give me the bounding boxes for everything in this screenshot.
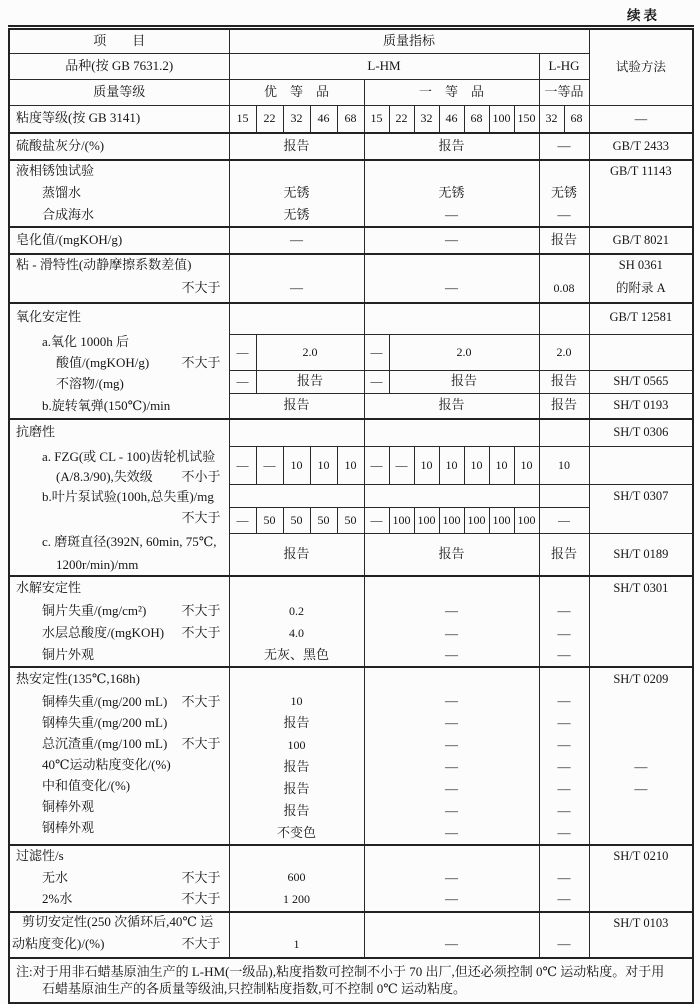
- antiwear-vane-limit: 不大于: [181, 510, 221, 526]
- shear-spacer-g: [539, 912, 589, 933]
- oxidation-acid-method: [589, 335, 693, 370]
- shear-lhg: —: [539, 932, 589, 957]
- filterability-1-lhg: —: [539, 889, 589, 912]
- antiwear-fzg-cond: (A/8.3/90),失效级: [56, 469, 153, 485]
- hydrolytic-2-lhg: —: [539, 645, 589, 666]
- vane-f-46: 100: [439, 508, 464, 534]
- shear-line1: 剪切安定性(250 次循环后,40℃ 运: [22, 914, 214, 930]
- thermal-4-first: —: [364, 779, 539, 801]
- header-test-method: 试验方法: [589, 28, 693, 106]
- rust-distilled-first: 无锈: [364, 182, 539, 205]
- thermal-5-premium: 报告: [229, 801, 364, 823]
- thermal-6-lhg: —: [539, 823, 589, 845]
- rust-label: 液相锈蚀试验: [16, 163, 95, 179]
- oxidation-spacer-g: [539, 303, 589, 335]
- oxidation-rbot-method: SH/T 0193: [589, 393, 693, 418]
- hydrolytic-row1-label: 水层总酸度/(mgKOH): [42, 625, 165, 641]
- oxidation-section-row: [9, 303, 693, 335]
- rust-method: GB/T 11143: [589, 160, 693, 183]
- sulfated-ash-lhg: —: [539, 133, 589, 160]
- antiwear-spacer-p: [229, 419, 364, 447]
- header-grade-lhg: 一等品: [539, 80, 589, 106]
- shear-item-cell: [9, 912, 229, 958]
- vane-spacer-f: [364, 485, 539, 508]
- hydrolytic-row0-limit: 不大于: [181, 603, 221, 619]
- hydrolytic-spacer-g: [539, 576, 589, 601]
- stickslip-lhg: 0.08: [539, 275, 589, 302]
- oxidation-acid-premium: 2.0: [256, 335, 364, 370]
- shear-method: SH/T 0103: [589, 912, 693, 933]
- oxidation-insoluble-premium: 报告: [256, 370, 364, 393]
- filterability-spacer-p: [229, 845, 364, 868]
- vane-spacer-g: [539, 485, 589, 508]
- hydrolytic-2-first: —: [364, 645, 539, 666]
- visc-g-32: 32: [539, 106, 564, 133]
- hydrolytic-row2-label: 铜片外观: [42, 646, 95, 662]
- thermal-2-premium: 100: [229, 735, 364, 757]
- fzg-p-22: —: [256, 447, 283, 485]
- oxidation-insoluble-first: 报告: [389, 370, 539, 393]
- hydrolytic-2-method: [589, 645, 693, 666]
- antiwear-wearscar-line1: c. 磨斑直径(392N, 60min, 75℃,: [42, 533, 217, 549]
- thermal-row0-limit: 不大于: [181, 693, 221, 709]
- thermal-1-premium: 报告: [229, 713, 364, 735]
- saponification-method: GB/T 8021: [589, 227, 693, 254]
- antiwear-fzg-line2: [10, 469, 229, 487]
- thermal-4-lhg: —: [539, 779, 589, 801]
- fzg-p-32: 10: [283, 447, 310, 485]
- visc-p-68: 68: [337, 106, 364, 133]
- rust-spacer-p: [229, 160, 364, 183]
- shear-spacer-p: [229, 912, 364, 933]
- fzg-p-15: —: [229, 447, 256, 485]
- visc-f-46: 46: [439, 106, 464, 133]
- antiwear-vane-line1: b.叶片泵试验(100h,总失重)/mg: [42, 489, 214, 505]
- oxidation-rbot-label: b.旋转氧弹(150℃)/min: [42, 398, 171, 414]
- vane-f-32: 100: [414, 508, 439, 534]
- thermal-section-row: [9, 667, 693, 691]
- saponification-first: —: [364, 227, 539, 254]
- filterability-row1-limit: 不大于: [181, 891, 221, 907]
- oxidation-insoluble-f15: —: [364, 370, 389, 393]
- antiwear-spacer-f: [364, 419, 539, 447]
- thermal-row2-label: 总沉渣重/(mg/100 mL): [42, 735, 168, 751]
- viscosity-grade-label: 粘度等级(按 GB 3141): [9, 106, 229, 133]
- hydrolytic-spacer-f: [364, 576, 539, 601]
- stickslip-section-row: [9, 254, 693, 276]
- continued-table-label: 续表: [627, 8, 660, 23]
- filterability-row0-label-line: [10, 868, 229, 889]
- header-grade-first: 一 等 品: [364, 80, 539, 106]
- shear-spacer-f: [364, 912, 539, 933]
- stickslip-spacer-p: [229, 254, 364, 276]
- vane-p-22: 50: [256, 508, 283, 534]
- shear-line2-label: 动粘度变化)/(%): [12, 936, 105, 952]
- hydrolytic-row0-label: 铜片失重/(mg/cm²): [42, 603, 147, 619]
- wearscar-lhg: 报告: [539, 534, 589, 576]
- vane-f-100: 100: [489, 508, 514, 534]
- rust-section-row: [9, 160, 693, 183]
- filterability-1-first: —: [364, 889, 539, 912]
- thermal-1-lhg: —: [539, 713, 589, 735]
- filterability-label: 过滤性/s: [16, 848, 64, 864]
- thermal-6-first: —: [364, 823, 539, 845]
- vane-p-46: 50: [310, 508, 337, 534]
- thermal-0-lhg: —: [539, 691, 589, 713]
- visc-f-100: 100: [489, 106, 514, 133]
- thermal-method: SH/T 0209: [589, 667, 693, 691]
- oxidation-rbot-premium: 报告: [229, 393, 364, 418]
- thermal-3-lhg: —: [539, 757, 589, 779]
- oxidation-acid-label: 酸值/(mgKOH/g): [56, 354, 150, 370]
- spec-table: [8, 25, 694, 1004]
- oxidation-acid-label-line: [10, 353, 229, 374]
- stickslip-label: 粘 - 滑特性(动静摩擦系数差值): [16, 256, 192, 272]
- oxidation-rbot-lhg: 报告: [539, 393, 589, 418]
- hydrolytic-row0-label-line: [10, 601, 229, 623]
- visc-f-150: 150: [514, 106, 539, 133]
- filterability-0-premium: 600: [229, 867, 364, 889]
- thermal-row6-label: 钢棒外观: [42, 819, 95, 835]
- antiwear-method: SH/T 0306: [589, 419, 693, 447]
- stickslip-first: —: [364, 275, 539, 302]
- rust-distilled-method: [589, 182, 693, 205]
- note-row: [9, 958, 693, 1003]
- filterability-0-lhg: —: [539, 867, 589, 889]
- thermal-5-lhg: —: [539, 801, 589, 823]
- thermal-3-premium: 报告: [229, 757, 364, 779]
- oxidation-insoluble-method: SH/T 0565: [589, 370, 693, 393]
- vane-p-32: 50: [283, 508, 310, 534]
- filterability-row0-limit: 不大于: [181, 869, 221, 885]
- visc-method: —: [589, 106, 693, 133]
- filterability-0-method: [589, 867, 693, 889]
- rust-spacer-g: [539, 160, 589, 183]
- vane-p-68: 50: [337, 508, 364, 534]
- saponification-row: [9, 227, 693, 254]
- visc-p-15: 15: [229, 106, 256, 133]
- thermal-0-method: [589, 691, 693, 713]
- oxidation-spacer-p: [229, 303, 364, 335]
- header-lhm: L-HM: [229, 54, 539, 80]
- hydrolytic-0-lhg: —: [539, 601, 589, 623]
- thermal-item-cell: [9, 667, 229, 845]
- visc-f-15: 15: [364, 106, 389, 133]
- hydrolytic-0-premium: 0.2: [229, 601, 364, 623]
- thermal-label: 热安定性(135℃,168h): [16, 671, 140, 687]
- filterability-row1-label: 2%水: [42, 891, 73, 907]
- hydrolytic-1-first: —: [364, 623, 539, 645]
- header-grade-premium: 优 等 品: [229, 80, 364, 106]
- hydrolytic-0-first: —: [364, 601, 539, 623]
- header-row-item: [9, 28, 693, 54]
- filterability-spacer-f: [364, 845, 539, 868]
- visc-f-32: 32: [414, 106, 439, 133]
- vane-spacer-p: [229, 485, 364, 508]
- rust-seawater-label: 合成海水: [42, 206, 95, 222]
- thermal-spacer-f: [364, 667, 539, 691]
- visc-p-46: 46: [310, 106, 337, 133]
- thermal-2-lhg: —: [539, 735, 589, 757]
- thermal-1-first: —: [364, 713, 539, 735]
- filterability-spacer-g: [539, 845, 589, 868]
- fzg-p-68: 10: [337, 447, 364, 485]
- filterability-0-first: —: [364, 867, 539, 889]
- thermal-row5-label: 铜棒外观: [42, 798, 95, 814]
- sulfated-ash-row: [9, 133, 693, 160]
- oxidation-method: GB/T 12581: [589, 303, 693, 335]
- shear-first: —: [364, 932, 539, 957]
- hydrolytic-spacer-p: [229, 576, 364, 601]
- antiwear-fzg-limit: 不小于: [181, 469, 221, 485]
- fzg-lhg: 10: [539, 447, 589, 485]
- thermal-2-first: —: [364, 735, 539, 757]
- rust-spacer-f: [364, 160, 539, 183]
- sulfated-ash-label: 硫酸盐灰分/(%): [9, 133, 229, 160]
- filterability-method: SH/T 0210: [589, 845, 693, 868]
- fzg-f-68: 10: [464, 447, 489, 485]
- note-cell: [9, 958, 693, 1003]
- sulfated-ash-method: GB/T 2433: [589, 133, 693, 160]
- thermal-0-premium: 10: [229, 691, 364, 713]
- thermal-row4-label: 中和值变化/(%): [42, 777, 131, 793]
- stickslip-spacer-f: [364, 254, 539, 276]
- visc-f-22: 22: [389, 106, 414, 133]
- wearscar-first: 报告: [364, 534, 539, 576]
- hydrolytic-1-premium: 4.0: [229, 623, 364, 645]
- oxidation-spacer-f: [364, 303, 539, 335]
- rust-seawater-lhg: —: [539, 205, 589, 227]
- fzg-p-46: 10: [310, 447, 337, 485]
- thermal-spacer-p: [229, 667, 364, 691]
- shear-premium: 1: [229, 932, 364, 957]
- oxidation-insoluble-label: 不溶物/(mg): [56, 376, 124, 392]
- antiwear-label: 抗磨性: [16, 424, 56, 440]
- filterability-row0-label: 无水: [42, 869, 69, 885]
- oxidation-acid-p15: —: [229, 335, 256, 370]
- vane-f-22: 100: [389, 508, 414, 534]
- stickslip-spacer-g: [539, 254, 589, 276]
- oxidation-insoluble-p15: —: [229, 370, 256, 393]
- fzg-f-32: 10: [414, 447, 439, 485]
- sulfated-ash-premium: 报告: [229, 133, 364, 160]
- rust-seawater-first: —: [364, 205, 539, 227]
- vane-f-150: 100: [514, 508, 539, 534]
- vane-f-15: —: [364, 508, 389, 534]
- vane-p-15: —: [229, 508, 256, 534]
- rust-item-cell: [9, 160, 229, 227]
- thermal-1-method: [589, 713, 693, 735]
- stickslip-item-cell: [9, 254, 229, 303]
- visc-g-68: 68: [564, 106, 589, 133]
- vane-method: SH/T 0307: [589, 485, 693, 534]
- hydrolytic-row1-limit: 不大于: [181, 625, 221, 641]
- header-quality-index: 质量指标: [229, 28, 589, 54]
- oxidation-acid-first: 2.0: [389, 335, 539, 370]
- sulfated-ash-first: 报告: [364, 133, 539, 160]
- hydrolytic-2-premium: 无灰、黑色: [229, 645, 364, 666]
- rust-seawater-method: [589, 205, 693, 227]
- visc-p-22: 22: [256, 106, 283, 133]
- thermal-5-first: —: [364, 801, 539, 823]
- thermal-5-method: [589, 801, 693, 823]
- wearscar-premium: 报告: [229, 534, 364, 576]
- antiwear-item-cell: [9, 419, 229, 576]
- thermal-row0-label-line: [10, 692, 229, 713]
- thermal-4-method: —: [589, 779, 693, 801]
- filterability-1-premium: 1 200: [229, 889, 364, 912]
- wearscar-method: SH/T 0189: [589, 534, 693, 576]
- hydrolytic-1-lhg: —: [539, 623, 589, 645]
- filterability-row1-label-line: [10, 889, 229, 911]
- note-line2: 石蜡基原油生产的各质量等级油,只控制粘度指数,可不控制 0℃ 运动粘度。: [42, 981, 467, 997]
- saponification-label: 皂化值/(mgKOH/g): [9, 227, 229, 254]
- hydrolytic-section-row: [9, 576, 693, 601]
- stickslip-method-line1: SH 0361: [589, 254, 693, 276]
- rust-distilled-lhg: 无锈: [539, 182, 589, 205]
- header-grade: 质量等级: [9, 80, 229, 106]
- visc-p-32: 32: [283, 106, 310, 133]
- note-line1: 注:对于用非石蜡基原油生产的 L-HM(一级品),粘度指数可控制不小于 70 出厂,但还必须控制 0℃ 运动粘度。对于用: [16, 963, 665, 979]
- header-lhg: L-HG: [539, 54, 589, 80]
- antiwear-section-row: [9, 419, 693, 447]
- shear-limit: 不大于: [181, 936, 221, 952]
- hydrolytic-row1-label-line: [10, 623, 229, 645]
- hydrolytic-1-method: [589, 623, 693, 645]
- header-variety: 品种(按 GB 7631.2): [9, 54, 229, 80]
- oxidation-insoluble-lhg: 报告: [539, 370, 589, 393]
- filterability-1-method: [589, 889, 693, 912]
- thermal-3-first: —: [364, 757, 539, 779]
- rust-seawater-premium: 无锈: [229, 205, 364, 227]
- shear-method-spacer: [589, 932, 693, 957]
- shear-line2: [10, 933, 229, 957]
- header-item: 项 目: [93, 33, 146, 49]
- antiwear-wearscar-line2: 1200r/min)/mm: [56, 556, 139, 572]
- rust-distilled-premium: 无锈: [229, 182, 364, 205]
- oxidation-a-label: a.氧化 1000h 后: [42, 333, 130, 349]
- hydrolytic-0-method: [589, 601, 693, 623]
- oxidation-rbot-first: 报告: [364, 393, 539, 418]
- thermal-row2-label-line: [10, 734, 229, 755]
- oxidation-item-cell: [9, 303, 229, 419]
- filterability-item-cell: [9, 845, 229, 912]
- vane-f-68: 100: [464, 508, 489, 534]
- fzg-f-100: 10: [489, 447, 514, 485]
- shear-section-row: [9, 912, 693, 933]
- thermal-3-method: —: [589, 757, 693, 779]
- thermal-4-premium: 报告: [229, 779, 364, 801]
- hydrolytic-item-cell: [9, 576, 229, 667]
- thermal-2-method: [589, 735, 693, 757]
- oxidation-label: 氧化安定性: [16, 309, 82, 325]
- thermal-0-first: —: [364, 691, 539, 713]
- thermal-6-premium: 不变色: [229, 823, 364, 845]
- rust-distilled-label: 蒸馏水: [42, 185, 82, 201]
- antiwear-fzg-line1: a. FZG(或 CL - 100)齿轮机试验: [42, 448, 216, 464]
- viscosity-grade-row: [9, 106, 693, 133]
- antiwear-spacer-g: [539, 419, 589, 447]
- stickslip-method-line2: 的附录 A: [589, 275, 693, 302]
- saponification-premium: —: [229, 227, 364, 254]
- fzg-f-150: 10: [514, 447, 539, 485]
- thermal-row0-label: 铜棒失重/(mg/200 mL): [42, 693, 168, 709]
- vane-lhg: —: [539, 508, 589, 534]
- hydrolytic-label: 水解安定性: [16, 580, 82, 596]
- fzg-f-15: —: [364, 447, 389, 485]
- hydrolytic-method: SH/T 0301: [589, 576, 693, 601]
- visc-f-68: 68: [464, 106, 489, 133]
- thermal-spacer-g: [539, 667, 589, 691]
- thermal-row2-limit: 不大于: [181, 735, 221, 751]
- thermal-6-method: [589, 823, 693, 845]
- fzg-f-22: —: [389, 447, 414, 485]
- saponification-lhg: 报告: [539, 227, 589, 254]
- oxidation-acid-f15: —: [364, 335, 389, 370]
- oxidation-acid-limit: 不大于: [181, 354, 221, 370]
- fzg-method-spacer: [589, 447, 693, 485]
- thermal-row3-label: 40℃运动粘度变化/(%): [42, 756, 171, 772]
- filterability-section-row: [9, 845, 693, 868]
- stickslip-premium: —: [229, 275, 364, 302]
- thermal-row1-label: 钢棒失重/(mg/200 mL): [42, 714, 168, 730]
- oxidation-acid-lhg: 2.0: [539, 335, 589, 370]
- fzg-f-46: 10: [439, 447, 464, 485]
- stickslip-limit: 不大于: [181, 280, 221, 296]
